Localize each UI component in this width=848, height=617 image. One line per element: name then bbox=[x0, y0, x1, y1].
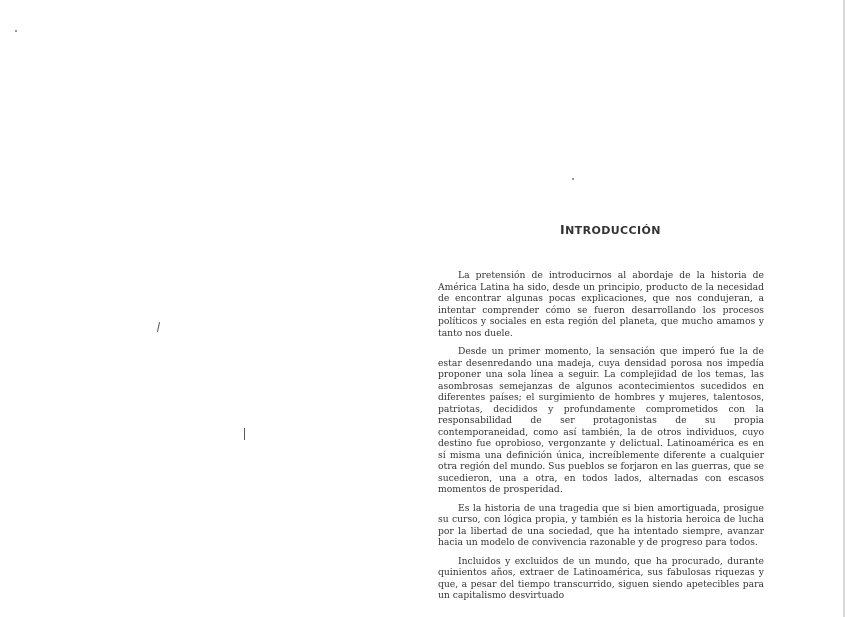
body-text-area bbox=[430, 264, 775, 601]
paragraph: Es la historia de una tragedia que si bien amortiguada, prosigue su curso, con lógica propia, y también es la historia heroica de lucha por la libertad de una sociedad, que ha intentado siempre, avanzar hacia un modelo de convivencia razonable y de progreso para todos. bbox=[438, 502, 764, 548]
chapter-title-initial: I bbox=[560, 222, 566, 237]
paragraph: Desde un primer momento, la sensación que imperó fue la de estar desenredando una madeja, cuya densidad porosa nos impedía proponer una sola línea a seguir. La complejidad de los temas, las asombrosas semejanzas de algunos acontecimientos sucedidos en diferentes países; el surgimiento de hombres y mujeres, talentosos, patriotas, decididos y profundamente comprometidos con la responsabilidad de ser protagonistas de su propia contemporaneidad, como así también, la de otros individuos, cuyo destino fue oprobioso, vergonzante y delictual. Latinoamérica es en sí misma una definición única, increíblemente diferente a cualquier otra región del mundo. Sus pueblos se forjaron en las guerras, que se sucedieron, una a otra, en todos lados, alternadas con escasos momentos de prosperidad. bbox=[438, 346, 764, 495]
paragraph: Incluidos y excluidos de un mundo, que ha procurado, durante quinientos años, extraer de Latinoamérica, sus fabulosas riquezas y que, a pesar del tiempo transcurrido, siguen siendo apetecibles para un capitalismo desvirtuado bbox=[438, 555, 764, 601]
scan-dust bbox=[572, 178, 574, 180]
paragraph: La pretensión de introducirnos al abordaje de la historia de América Latina ha sido, desde un principio, producto de la necesidad de encontrar algunas pocas explicaciones, que nos condujeran, a intentar comprender cómo se fueron desarrollando los procesos políticos y sociales en esta región del planeta, que mucho amamos y tanto nos duele. bbox=[438, 270, 764, 339]
page-edge-line bbox=[843, 0, 845, 617]
chapter-title bbox=[560, 222, 661, 237]
body-text bbox=[438, 270, 764, 602]
scan-dust bbox=[15, 30, 17, 32]
chapter-title-rest: NTRODUCCIÓN bbox=[565, 224, 661, 237]
scan-mark bbox=[157, 322, 160, 332]
scan-mark bbox=[244, 428, 245, 440]
